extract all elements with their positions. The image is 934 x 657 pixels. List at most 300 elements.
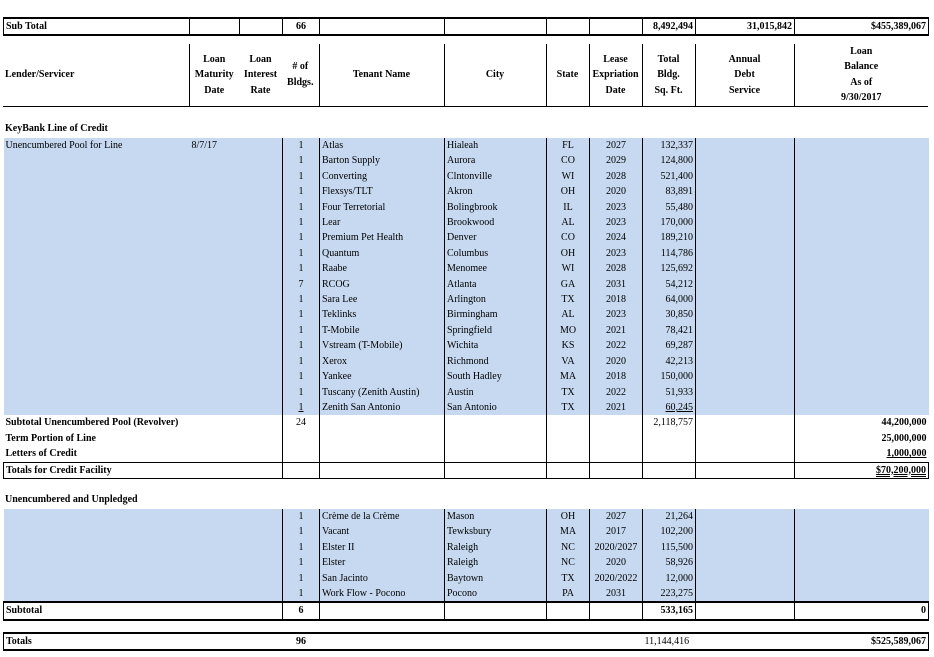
tenant-cell: Atlas bbox=[320, 138, 445, 153]
lease-cell: 2024 bbox=[590, 230, 643, 245]
city-cell: Wichita bbox=[445, 338, 547, 353]
city-cell: Menomee bbox=[445, 261, 547, 276]
bldgs-cell: 1 bbox=[283, 354, 320, 369]
maturity-cell bbox=[190, 230, 240, 245]
lease-cell: 2020/2022 bbox=[590, 571, 643, 586]
table-row bbox=[4, 400, 929, 415]
state-cell: WI bbox=[547, 169, 590, 184]
lender-cell bbox=[4, 571, 190, 586]
state-cell: NC bbox=[547, 555, 590, 570]
tenant-cell: Work Flow - Pocono bbox=[320, 586, 445, 602]
bldgs-cell: 1 bbox=[283, 292, 320, 307]
state-cell: OH bbox=[547, 246, 590, 261]
balance-cell bbox=[795, 338, 929, 353]
lease-cell: 2021 bbox=[590, 323, 643, 338]
sqft-cell: 189,210 bbox=[643, 230, 696, 245]
sqft-cell: 115,500 bbox=[643, 540, 696, 555]
sqft-cell: 83,891 bbox=[643, 184, 696, 199]
debt-cell bbox=[696, 323, 795, 338]
keybank-loc-label: Letters of Credit bbox=[5, 448, 77, 460]
bldgs-cell: 1 bbox=[283, 138, 320, 153]
top-subtotal-bldgs: 66 bbox=[283, 18, 320, 35]
keybank-subtotal-bldgs: 24 bbox=[283, 415, 320, 430]
grand-totals-label: Totals bbox=[4, 633, 283, 650]
state-cell: VA bbox=[547, 354, 590, 369]
tenant-cell: RCOG bbox=[320, 277, 445, 292]
keybank-term-row bbox=[4, 431, 929, 446]
sqft-cell: 132,337 bbox=[643, 138, 696, 153]
lender-cell bbox=[4, 200, 190, 215]
bldgs-cell: 1 bbox=[283, 169, 320, 184]
keybank-loc-row bbox=[4, 446, 929, 462]
lease-cell: 2022 bbox=[590, 385, 643, 400]
keybank-section-title: KeyBank Line of Credit bbox=[5, 123, 108, 134]
interest-cell bbox=[240, 230, 283, 245]
lender-cell bbox=[4, 307, 190, 322]
sqft-cell: 60,245 bbox=[643, 400, 696, 415]
debt-cell bbox=[696, 230, 795, 245]
balance-cell bbox=[795, 509, 929, 524]
bldgs-cell: 1 bbox=[283, 509, 320, 524]
interest-cell bbox=[240, 138, 283, 153]
lease-cell: 2021 bbox=[590, 400, 643, 415]
maturity-cell bbox=[190, 586, 240, 602]
maturity-cell bbox=[190, 555, 240, 570]
sqft-cell: 12,000 bbox=[643, 571, 696, 586]
header-city: City bbox=[444, 44, 546, 106]
interest-cell bbox=[240, 571, 283, 586]
keybank-term-balance: 25,000,000 bbox=[881, 432, 927, 444]
lender-cell bbox=[4, 540, 190, 555]
balance-cell bbox=[795, 540, 929, 555]
tenant-cell: Elster bbox=[320, 555, 445, 570]
tenant-cell: Tuscany (Zenith Austin) bbox=[320, 385, 445, 400]
lease-cell: 2023 bbox=[590, 200, 643, 215]
debt-cell bbox=[696, 200, 795, 215]
interest-cell bbox=[240, 246, 283, 261]
city-cell: South Hadley bbox=[445, 369, 547, 384]
debt-cell bbox=[696, 571, 795, 586]
debt-cell bbox=[696, 246, 795, 261]
lender-cell bbox=[4, 261, 190, 276]
lender-cell bbox=[4, 323, 190, 338]
lease-cell: 2020 bbox=[590, 354, 643, 369]
sqft-cell: 170,000 bbox=[643, 215, 696, 230]
debt-cell bbox=[696, 586, 795, 602]
lender-cell bbox=[4, 509, 190, 524]
balance-cell bbox=[795, 169, 929, 184]
table-row bbox=[4, 200, 929, 215]
city-cell: San Antonio bbox=[445, 400, 547, 415]
maturity-cell bbox=[190, 369, 240, 384]
sqft-cell: 102,200 bbox=[643, 524, 696, 539]
state-cell: MA bbox=[547, 524, 590, 539]
interest-cell bbox=[240, 261, 283, 276]
tenant-cell: Converting bbox=[320, 169, 445, 184]
table-row bbox=[4, 230, 929, 245]
bldgs-cell: 1 bbox=[283, 586, 320, 602]
maturity-cell bbox=[190, 540, 240, 555]
unencumbered-subtotal-label: Subtotal bbox=[4, 602, 283, 619]
lender-cell bbox=[4, 338, 190, 353]
tenant-cell: Elster II bbox=[320, 540, 445, 555]
lender-cell bbox=[4, 369, 190, 384]
tenant-cell: Crème de la Crème bbox=[320, 509, 445, 524]
tenant-cell: Yankee bbox=[320, 369, 445, 384]
table-row bbox=[4, 169, 929, 184]
lender-cell bbox=[4, 292, 190, 307]
top-subtotal-label: Sub Total bbox=[4, 18, 190, 35]
city-cell: Birmingham bbox=[445, 307, 547, 322]
column-header-row bbox=[3, 44, 928, 106]
balance-cell bbox=[795, 200, 929, 215]
tenant-cell: Vacant bbox=[320, 524, 445, 539]
tenant-cell: Flexsys/TLT bbox=[320, 184, 445, 199]
keybank-summary bbox=[4, 415, 929, 478]
debt-cell bbox=[696, 555, 795, 570]
maturity-cell bbox=[190, 400, 240, 415]
header-balance: Loan Balance As of 9/30/2017 bbox=[794, 44, 928, 106]
table-row bbox=[4, 354, 929, 369]
bldgs-cell: 1 bbox=[283, 338, 320, 353]
bldgs-cell: 1 bbox=[283, 524, 320, 539]
table-row bbox=[4, 369, 929, 384]
bldgs-cell: 1 bbox=[283, 400, 320, 415]
tenant-cell: Zenith San Antonio bbox=[320, 400, 445, 415]
sqft-cell: 150,000 bbox=[643, 369, 696, 384]
balance-cell bbox=[795, 555, 929, 570]
sqft-cell: 42,213 bbox=[643, 354, 696, 369]
balance-cell bbox=[795, 571, 929, 586]
unencumbered-section-title: Unencumbered and Unpledged bbox=[5, 494, 138, 505]
balance-cell bbox=[795, 400, 929, 415]
grand-totals-sqft: 11,144,416 bbox=[643, 633, 795, 650]
interest-cell bbox=[240, 169, 283, 184]
state-cell: PA bbox=[547, 586, 590, 602]
table-row bbox=[4, 246, 929, 261]
table-row bbox=[4, 586, 929, 602]
bldgs-cell: 1 bbox=[283, 230, 320, 245]
state-cell: TX bbox=[547, 385, 590, 400]
bldgs-cell: 1 bbox=[283, 369, 320, 384]
header-state: State bbox=[546, 44, 589, 106]
interest-cell bbox=[240, 509, 283, 524]
city-cell: Bolingbrook bbox=[445, 200, 547, 215]
maturity-cell bbox=[190, 571, 240, 586]
unencumbered-subtotal-sqft: 533,165 bbox=[643, 602, 696, 619]
bldgs-cell: 1 bbox=[283, 200, 320, 215]
lender-cell bbox=[4, 169, 190, 184]
city-cell: Denver bbox=[445, 230, 547, 245]
sqft-cell: 223,275 bbox=[643, 586, 696, 602]
header-tenant: Tenant Name bbox=[319, 44, 444, 106]
city-cell: Austin bbox=[445, 385, 547, 400]
lease-cell: 2023 bbox=[590, 215, 643, 230]
lender-cell bbox=[4, 215, 190, 230]
tenant-cell: Sara Lee bbox=[320, 292, 445, 307]
lease-cell: 2017 bbox=[590, 524, 643, 539]
city-cell: Hialeah bbox=[445, 138, 547, 153]
maturity-cell bbox=[190, 246, 240, 261]
balance-cell bbox=[795, 215, 929, 230]
city-cell: Pocono bbox=[445, 586, 547, 602]
bldgs-cell: 1 bbox=[283, 184, 320, 199]
maturity-cell bbox=[190, 184, 240, 199]
tenant-cell: Raabe bbox=[320, 261, 445, 276]
bldgs-cell: 1 bbox=[283, 215, 320, 230]
city-cell: Richmond bbox=[445, 354, 547, 369]
state-cell: NC bbox=[547, 540, 590, 555]
table-row bbox=[4, 509, 929, 524]
city-cell: Raleigh bbox=[445, 540, 547, 555]
maturity-cell: 8/7/17 bbox=[191, 140, 218, 151]
maturity-cell bbox=[190, 338, 240, 353]
lender-cell bbox=[4, 385, 190, 400]
debt-cell bbox=[696, 292, 795, 307]
balance-cell bbox=[795, 230, 929, 245]
sqft-cell: 114,786 bbox=[643, 246, 696, 261]
keybank-rows bbox=[4, 138, 929, 415]
city-cell: Baytown bbox=[445, 571, 547, 586]
table-row bbox=[4, 524, 929, 539]
interest-cell bbox=[240, 215, 283, 230]
balance-cell bbox=[795, 307, 929, 322]
bldgs-cell: 1 bbox=[283, 571, 320, 586]
maturity-cell bbox=[190, 524, 240, 539]
maturity-cell bbox=[190, 307, 240, 322]
keybank-totals-balance: $70,200,000 bbox=[795, 462, 929, 478]
lease-cell: 2020 bbox=[590, 184, 643, 199]
unencumbered-table bbox=[3, 509, 929, 621]
tenant-cell: Lear bbox=[320, 215, 445, 230]
city-cell: Tewksbury bbox=[445, 524, 547, 539]
debt-cell bbox=[696, 261, 795, 276]
lender-cell bbox=[4, 184, 190, 199]
interest-cell bbox=[240, 369, 283, 384]
lease-cell: 2027 bbox=[590, 509, 643, 524]
tenant-cell: San Jacinto bbox=[320, 571, 445, 586]
keybank-subtotal-label: Subtotal Unencumbered Pool (Revolver) bbox=[5, 417, 179, 429]
debt-cell bbox=[696, 169, 795, 184]
keybank-subtotal-balance: 44,200,000 bbox=[881, 417, 927, 429]
state-cell: OH bbox=[547, 184, 590, 199]
debt-cell bbox=[696, 354, 795, 369]
lender-cell bbox=[4, 524, 190, 539]
lender-cell bbox=[4, 153, 190, 168]
maturity-cell bbox=[190, 509, 240, 524]
bldgs-cell: 1 bbox=[283, 307, 320, 322]
top-subtotal-sqft: 8,492,494 bbox=[643, 18, 696, 35]
header-lease: Lease Expriation Date bbox=[589, 44, 642, 106]
debt-cell bbox=[696, 215, 795, 230]
tenant-cell: T-Mobile bbox=[320, 323, 445, 338]
bldgs-cell: 1 bbox=[283, 555, 320, 570]
keybank-term-label: Term Portion of Line bbox=[5, 432, 96, 444]
lender-cell bbox=[4, 586, 190, 602]
table-row bbox=[4, 540, 929, 555]
sqft-cell: 78,421 bbox=[643, 323, 696, 338]
balance-cell bbox=[795, 586, 929, 602]
debt-cell bbox=[696, 338, 795, 353]
keybank-subtotal-row bbox=[4, 415, 929, 430]
interest-cell bbox=[240, 153, 283, 168]
state-cell: TX bbox=[547, 292, 590, 307]
city-cell: Brookwood bbox=[445, 215, 547, 230]
header-bldgs: # of Bldgs. bbox=[282, 44, 319, 106]
unencumbered-subtotal-balance: 0 bbox=[795, 602, 929, 619]
city-cell: Columbus bbox=[445, 246, 547, 261]
tenant-cell: Xerox bbox=[320, 354, 445, 369]
table-row bbox=[4, 292, 929, 307]
city-cell: Aurora bbox=[445, 153, 547, 168]
lender-cell bbox=[4, 230, 190, 245]
balance-cell bbox=[795, 354, 929, 369]
interest-cell bbox=[240, 323, 283, 338]
tenant-cell: Teklinks bbox=[320, 307, 445, 322]
lender-cell bbox=[4, 555, 190, 570]
debt-cell bbox=[696, 540, 795, 555]
state-cell: CO bbox=[547, 153, 590, 168]
debt-cell bbox=[696, 509, 795, 524]
header-maturity: Loan Maturity Date bbox=[189, 44, 239, 106]
column-header-table bbox=[3, 44, 928, 107]
top-subtotal-debt-service: 31,015,842 bbox=[696, 18, 795, 35]
tenant-cell: Vstream (T-Mobile) bbox=[320, 338, 445, 353]
sqft-cell: 30,850 bbox=[643, 307, 696, 322]
interest-cell bbox=[240, 354, 283, 369]
balance-cell bbox=[795, 184, 929, 199]
interest-cell bbox=[240, 307, 283, 322]
sqft-cell: 124,800 bbox=[643, 153, 696, 168]
state-cell: AL bbox=[547, 215, 590, 230]
lease-cell: 2031 bbox=[590, 586, 643, 602]
maturity-cell bbox=[190, 292, 240, 307]
sqft-cell: 21,264 bbox=[643, 509, 696, 524]
balance-cell bbox=[795, 292, 929, 307]
debt-cell bbox=[696, 277, 795, 292]
unencumbered-subtotal-row bbox=[4, 602, 929, 619]
table-row bbox=[4, 261, 929, 276]
unencumbered-rows bbox=[4, 509, 929, 602]
keybank-loc-balance: 1,000,000 bbox=[886, 448, 927, 460]
unencumbered-subtotal-bldgs: 6 bbox=[283, 602, 320, 619]
header-interest: Loan Interest Rate bbox=[239, 44, 282, 106]
state-cell: CO bbox=[547, 230, 590, 245]
maturity-cell bbox=[190, 261, 240, 276]
header-sqft: Total Bldg. Sq. Ft. bbox=[642, 44, 695, 106]
top-subtotal-row bbox=[4, 18, 929, 35]
maturity-cell bbox=[190, 385, 240, 400]
balance-cell bbox=[795, 246, 929, 261]
maturity-cell bbox=[190, 215, 240, 230]
city-cell: Akron bbox=[445, 184, 547, 199]
debt-cell bbox=[696, 184, 795, 199]
grand-totals-balance: $525,589,067 bbox=[795, 633, 929, 650]
keybank-table bbox=[3, 138, 929, 479]
state-cell: FL bbox=[547, 138, 590, 153]
interest-cell bbox=[240, 586, 283, 602]
lease-cell: 2022 bbox=[590, 338, 643, 353]
lease-cell: 2020/2027 bbox=[590, 540, 643, 555]
sqft-cell: 54,212 bbox=[643, 277, 696, 292]
balance-cell bbox=[795, 138, 929, 153]
city-cell: Raleigh bbox=[445, 555, 547, 570]
header-debt: Annual Debt Service bbox=[695, 44, 794, 106]
state-cell: TX bbox=[547, 571, 590, 586]
bldgs-cell: 1 bbox=[283, 261, 320, 276]
interest-cell bbox=[240, 555, 283, 570]
interest-cell bbox=[240, 385, 283, 400]
lease-cell: 2027 bbox=[590, 138, 643, 153]
interest-cell bbox=[240, 184, 283, 199]
city-cell: Mason bbox=[445, 509, 547, 524]
maturity-cell bbox=[190, 354, 240, 369]
debt-cell bbox=[696, 385, 795, 400]
sqft-cell: 51,933 bbox=[643, 385, 696, 400]
sqft-cell: 69,287 bbox=[643, 338, 696, 353]
sqft-cell: 521,400 bbox=[643, 169, 696, 184]
table-row bbox=[4, 338, 929, 353]
table-row bbox=[4, 215, 929, 230]
city-cell: Atlanta bbox=[445, 277, 547, 292]
debt-cell bbox=[696, 369, 795, 384]
grand-totals-table bbox=[3, 632, 929, 651]
sqft-cell: 125,692 bbox=[643, 261, 696, 276]
bldgs-cell: 1 bbox=[283, 153, 320, 168]
state-cell: KS bbox=[547, 338, 590, 353]
keybank-totals-row bbox=[4, 462, 929, 478]
tenant-cell: Quantum bbox=[320, 246, 445, 261]
header-lender: Lender/Servicer bbox=[3, 44, 189, 106]
debt-cell bbox=[696, 307, 795, 322]
maturity-cell bbox=[190, 200, 240, 215]
tenant-cell: Barton Supply bbox=[320, 153, 445, 168]
table-row bbox=[4, 555, 929, 570]
interest-cell bbox=[240, 292, 283, 307]
tenant-cell: Four Terretorial bbox=[320, 200, 445, 215]
state-cell: WI bbox=[547, 261, 590, 276]
lender-cell bbox=[4, 400, 190, 415]
interest-cell bbox=[240, 524, 283, 539]
state-cell: TX bbox=[547, 400, 590, 415]
interest-cell bbox=[240, 540, 283, 555]
maturity-cell bbox=[190, 153, 240, 168]
lease-cell: 2023 bbox=[590, 307, 643, 322]
debt-cell bbox=[696, 138, 795, 153]
city-cell: Springfield bbox=[445, 323, 547, 338]
balance-cell bbox=[795, 385, 929, 400]
lease-cell: 2018 bbox=[590, 292, 643, 307]
keybank-totals-label: Totals for Credit Facility bbox=[4, 462, 283, 478]
lease-cell: 2018 bbox=[590, 369, 643, 384]
sqft-cell: 64,000 bbox=[643, 292, 696, 307]
bldgs-cell: 1 bbox=[283, 540, 320, 555]
balance-cell bbox=[795, 261, 929, 276]
grand-totals-row bbox=[4, 633, 929, 650]
debt-cell bbox=[696, 524, 795, 539]
top-subtotal-loan-balance: $455,389,067 bbox=[795, 18, 929, 35]
bldgs-cell: 1 bbox=[283, 385, 320, 400]
lender-cell: Unencumbered Pool for Line bbox=[5, 140, 123, 151]
state-cell: IL bbox=[547, 200, 590, 215]
debt-cell bbox=[696, 153, 795, 168]
grand-totals-bldgs: 96 bbox=[283, 633, 320, 650]
interest-cell bbox=[240, 338, 283, 353]
maturity-cell bbox=[190, 277, 240, 292]
city-cell: Clntonville bbox=[445, 169, 547, 184]
keybank-subtotal-sqft: 2,118,757 bbox=[643, 415, 696, 430]
lender-cell bbox=[4, 277, 190, 292]
